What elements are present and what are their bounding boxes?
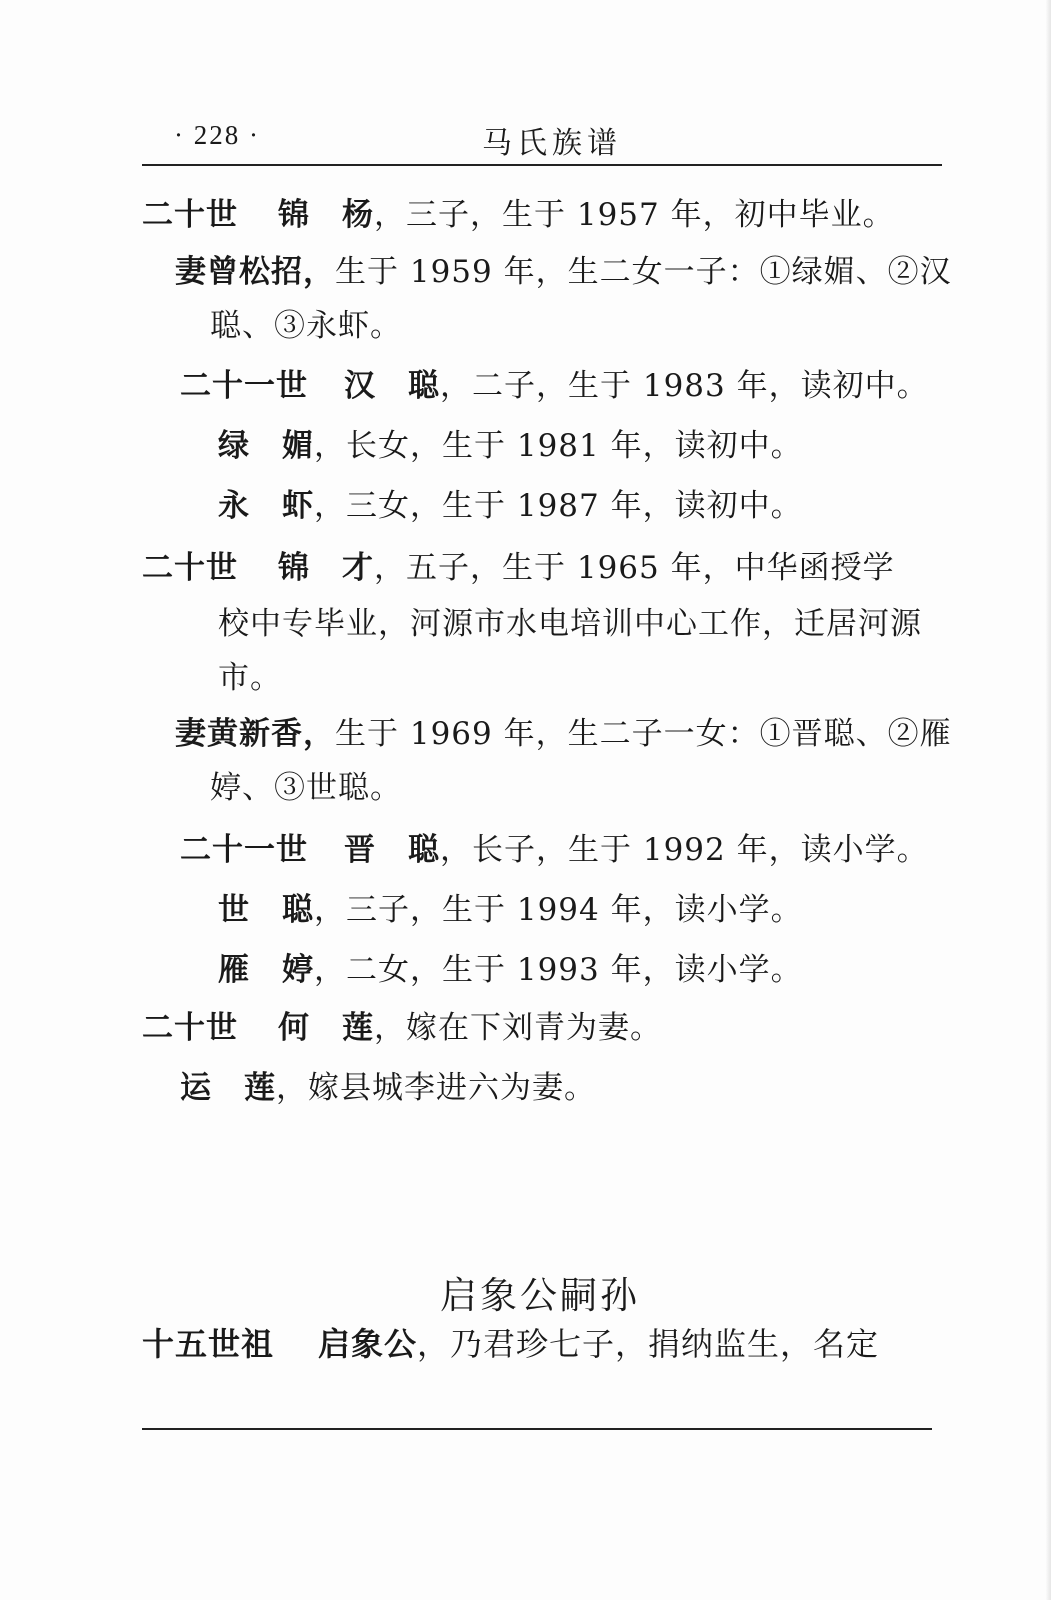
genealogy-entry xyxy=(180,830,929,870)
entry-text: ，长子，生于 1992 年，读小学。 xyxy=(440,832,929,868)
entry-text: ，长女，生于 1981 年，读初中。 xyxy=(314,428,803,464)
generation-label: 二十一世 xyxy=(180,832,308,868)
entry-text: ，三子，生于 1994 年，读小学。 xyxy=(314,892,803,928)
generation-label: 二十世 xyxy=(142,197,238,233)
person-name: 汉 聪 xyxy=(344,368,440,404)
person-name: 永 虾 xyxy=(218,488,314,524)
book-title: 马氏族谱 xyxy=(482,126,622,161)
genealogy-entry xyxy=(218,890,803,930)
entry-text: ，嫁在下刘青为妻。 xyxy=(374,1010,662,1046)
entry-text: ，三女，生于 1987 年，读初中。 xyxy=(314,488,803,524)
genealogy-entry xyxy=(142,1008,662,1048)
genealogy-entry xyxy=(218,950,803,990)
footer-rule xyxy=(142,1428,932,1430)
spouse-entry xyxy=(175,714,952,754)
entry-text: 婷、③世聪。 xyxy=(210,770,402,806)
entry-text: ，嫁县城李进六为妻。 xyxy=(276,1070,596,1106)
person-name: 雁 婷 xyxy=(218,952,314,988)
entry-text: ，五子，生于 1965 年，中华函授学 xyxy=(374,550,895,586)
continuation-line xyxy=(210,768,402,808)
entry-text: 生于 1959 年，生二女一子：①绿媚、②汉 xyxy=(335,254,952,290)
spouse-label: 妻曾松招， xyxy=(175,254,335,290)
header-rule xyxy=(142,164,942,166)
generation-label: 二十一世 xyxy=(180,368,308,404)
entry-text: 聪、③永虾。 xyxy=(210,308,402,344)
entry-text: ，二子，生于 1983 年，读初中。 xyxy=(440,368,929,404)
section-heading: 启象公嗣孙 xyxy=(440,1274,640,1317)
spouse-label: 妻黄新香， xyxy=(175,716,335,752)
person-name: 绿 媚 xyxy=(218,428,314,464)
genealogy-entry xyxy=(180,366,929,406)
genealogy-entry xyxy=(218,486,803,526)
entry-text: 校中专毕业，河源市水电培训中心工作，迁居河源 xyxy=(218,606,922,642)
generation-label: 二十世 xyxy=(142,1010,238,1046)
entry-text: 生于 1969 年，生二子一女：①晋聪、②雁 xyxy=(335,716,952,752)
person-name: 世 聪 xyxy=(218,892,314,928)
person-name: 锦 才 xyxy=(278,550,374,586)
genealogy-entry xyxy=(142,1324,879,1364)
genealogy-entry xyxy=(218,426,803,466)
page-edge xyxy=(1045,0,1051,1600)
entry-text: ，二女，生于 1993 年，读小学。 xyxy=(314,952,803,988)
person-name: 启象公 xyxy=(318,1325,418,1363)
generation-label: 十五世祖 xyxy=(142,1325,275,1363)
person-name: 锦 杨 xyxy=(278,197,374,233)
continuation-line xyxy=(218,658,282,698)
page-header xyxy=(142,112,942,162)
genealogy-entry xyxy=(180,1068,596,1108)
genealogy-entry xyxy=(142,548,895,588)
spouse-entry xyxy=(175,252,952,292)
page-number: · 228 · xyxy=(174,120,260,150)
entry-text: ，乃君珍七子，捐纳监生，名定 xyxy=(417,1325,880,1363)
generation-label: 二十世 xyxy=(142,550,238,586)
continuation-line xyxy=(210,306,402,346)
person-name: 晋 聪 xyxy=(344,832,440,868)
continuation-line xyxy=(218,604,922,644)
entry-text: 市。 xyxy=(218,660,282,696)
genealogy-entry xyxy=(142,195,895,235)
entry-text: ，三子，生于 1957 年，初中毕业。 xyxy=(374,197,895,233)
person-name: 何 莲 xyxy=(278,1010,374,1046)
person-name: 运 莲 xyxy=(180,1070,276,1106)
